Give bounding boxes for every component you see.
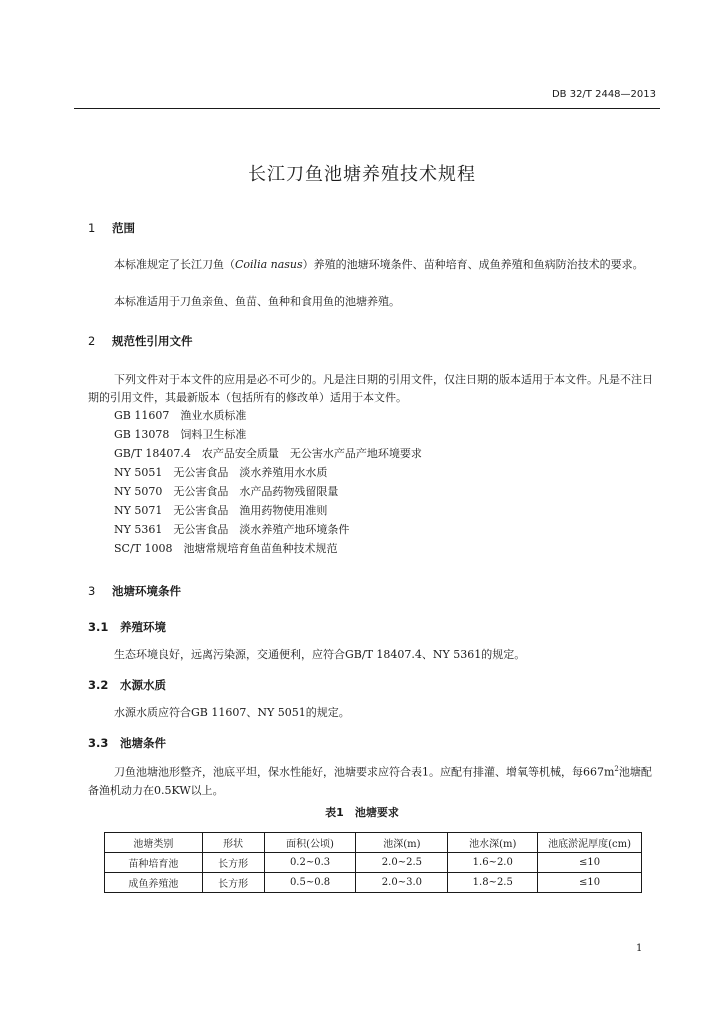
column-header: 面积(公顷) [264, 833, 356, 853]
reference-item: NY 5070 无公害食品 水产品药物残留限量 [114, 485, 339, 498]
reference-item: NY 5361 无公害食品 淡水养殖产地环境条件 [114, 523, 350, 536]
table-row [105, 853, 642, 873]
header-rule [74, 108, 660, 109]
column-header: 池底淤泥厚度(cm) [538, 833, 642, 853]
table-cell: 2.0~2.5 [356, 853, 448, 873]
reference-item: SC/T 1008 池塘常规培育鱼苗鱼种技术规范 [114, 542, 338, 555]
pond-requirements-table [104, 832, 642, 893]
text-run: ）养殖的池塘环境条件、苗种培育、成鱼养殖和鱼病防治技术的要求。 [302, 258, 644, 271]
text-run: 本标准规定了长江刀鱼（ [114, 258, 235, 271]
subsection-3-2-text: 水源水质应符合GB 11607、NY 5051的规定。 [114, 706, 350, 719]
section-title: 规范性引用文件 [112, 334, 193, 348]
latin-name: Coilia nasus [235, 258, 303, 271]
column-header: 形状 [202, 833, 264, 853]
section-2-intro: 下列文件对于本文件的应用是必不可少的。凡是注日期的引用文件，仅注日期的版本适用于本文件。凡是不注日期的引用文件，其最新版本（包括所有的修改单）适用于本文件。 [88, 373, 653, 404]
page-number: 1 [636, 943, 643, 954]
section-2-heading [88, 333, 193, 349]
section-1-heading [88, 220, 135, 236]
table-cell: 1.6~2.0 [448, 853, 538, 873]
column-header: 池塘类别 [105, 833, 203, 853]
section-3-heading [88, 583, 181, 599]
table-cell: ≤10 [538, 873, 642, 893]
table-cell: 苗种培育池 [105, 853, 203, 873]
section-1-paragraph-2: 本标准适用于刀鱼亲鱼、鱼苗、鱼种和食用鱼的池塘养殖。 [114, 295, 400, 308]
subsection-3-2-heading [88, 677, 166, 693]
table-row [105, 873, 642, 893]
subsection-title: 养殖环境 [120, 620, 166, 634]
reference-item: NY 5051 无公害食品 淡水养殖用水水质 [114, 466, 328, 479]
section-title: 范围 [112, 221, 135, 235]
table-cell: ≤10 [538, 853, 642, 873]
subsection-number: 3.3 [88, 736, 109, 750]
section-number: 1 [88, 221, 96, 235]
table-cell: 2.0~3.0 [356, 873, 448, 893]
subsection-3-1-text: 生态环境良好，远离污染源，交通便利，应符合GB/T 18407.4、NY 5361的规定。 [114, 648, 526, 661]
subsection-3-1-heading [88, 619, 166, 635]
column-header: 池深(m) [356, 833, 448, 853]
table-cell: 1.8~2.5 [448, 873, 538, 893]
table-header-row [105, 833, 642, 853]
superscript: 2 [614, 765, 619, 773]
subsection-3-3-heading [88, 735, 166, 751]
text-run: 刀鱼池塘池形整齐，池底平坦，保水性能好，池塘要求应符合表1。应配有排灌、增氧等机械，每667m [114, 765, 615, 779]
section-1-paragraph-1 [88, 256, 660, 274]
section-number: 3 [88, 584, 96, 598]
table-cell: 长方形 [202, 873, 264, 893]
table-cell: 0.2~0.3 [264, 853, 356, 873]
text-run: 池塘配备渔机动力在0.5KW以上。 [88, 765, 652, 797]
subsection-3-3-text [88, 760, 660, 800]
subsection-number: 3.1 [88, 620, 109, 634]
reference-item: GB 13078 饲料卫生标准 [114, 428, 247, 441]
subsection-title: 池塘条件 [120, 736, 166, 750]
section-title: 池塘环境条件 [112, 584, 181, 598]
table-cell: 0.5~0.8 [264, 873, 356, 893]
subsection-number: 3.2 [88, 678, 109, 692]
column-header: 池水深(m) [448, 833, 538, 853]
table-cell: 成鱼养殖池 [105, 873, 203, 893]
reference-item: NY 5071 无公害食品 渔用药物使用准则 [114, 504, 328, 517]
section-number: 2 [88, 334, 96, 348]
table-cell: 长方形 [202, 853, 264, 873]
table-caption: 表1 池塘要求 [325, 806, 399, 819]
reference-item: GB 11607 渔业水质标准 [114, 409, 247, 422]
standard-code: DB 32/T 2448—2013 [551, 89, 656, 100]
document-title: 长江刀鱼池塘养殖技术规程 [248, 164, 476, 185]
subsection-title: 水源水质 [120, 678, 166, 692]
reference-item: GB/T 18407.4 农产品安全质量 无公害水产品产地环境要求 [114, 447, 422, 460]
